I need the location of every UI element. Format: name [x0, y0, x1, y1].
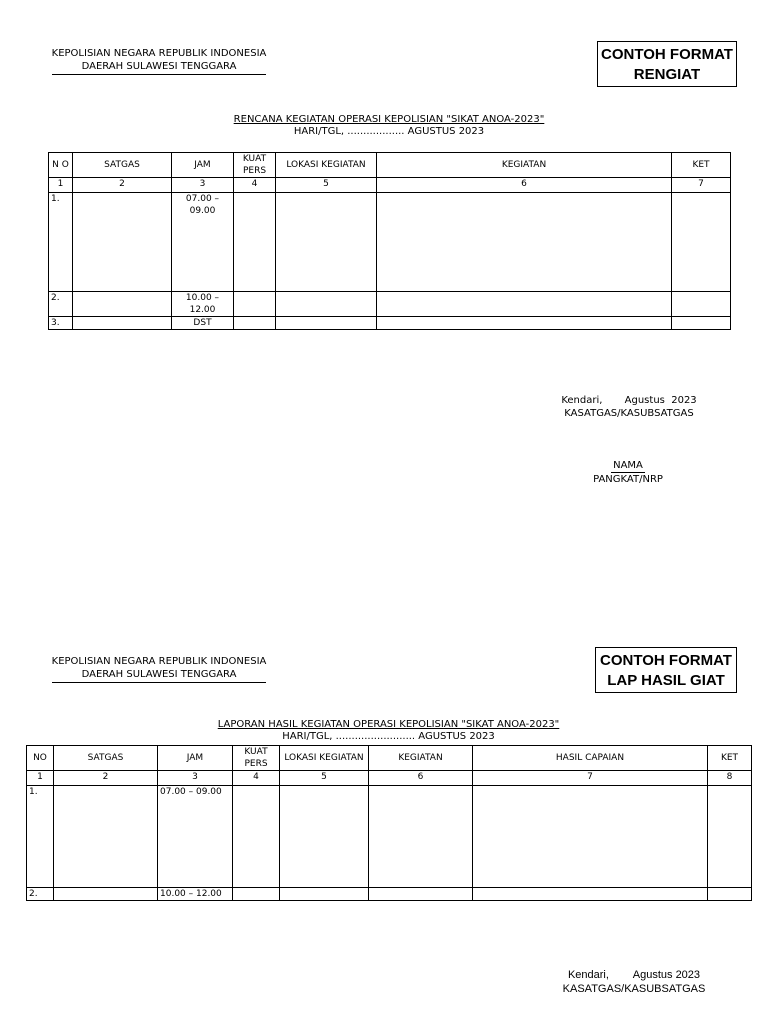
cell-kegiatan	[377, 193, 672, 292]
sign-role: KASATGAS/KASUBSATGAS	[562, 983, 706, 995]
document-title-2	[26, 719, 751, 743]
col-header-lokasi: LOKASI KEGIATAN	[280, 746, 369, 771]
column-number-row	[49, 178, 731, 193]
col-header-no: NO	[27, 746, 54, 771]
cell-satgas	[73, 292, 172, 317]
col-number: 6	[369, 771, 473, 786]
col-number: 2	[54, 771, 158, 786]
col-number: 3	[158, 771, 233, 786]
cell-lokasi	[280, 786, 369, 888]
column-number-row	[27, 771, 752, 786]
signature-name-block	[578, 459, 678, 486]
cell-hasil-capaian	[473, 888, 708, 901]
format-box-line1: CONTOH FORMAT	[601, 46, 733, 63]
cell-no: 1.	[49, 193, 73, 292]
cell-kuat-pers	[234, 317, 276, 330]
cell-kegiatan	[377, 317, 672, 330]
title-laporan: LAPORAN HASIL KEGIATAN OPERASI KEPOLISIAN "SIKAT ANOA-2023"	[217, 719, 560, 730]
lap-hasil-table	[26, 745, 752, 901]
cell-kuat-pers	[234, 292, 276, 317]
org-line1: KEPOLISIAN NEGARA REPUBLIK INDONESIA	[51, 656, 267, 667]
document-title-1	[48, 114, 730, 138]
col-number: 4	[233, 771, 280, 786]
sign-place-date: Kendari, Agustus 2023	[567, 969, 701, 981]
col-number: 1	[27, 771, 54, 786]
cell-lokasi	[276, 193, 377, 292]
col-header-kegiatan: KEGIATAN	[369, 746, 473, 771]
table-row	[27, 786, 752, 888]
subtitle-date-1: HARI/TGL, .................. AGUSTUS 2023	[293, 126, 485, 137]
org-header-1	[40, 47, 278, 75]
col-number: 7	[473, 771, 708, 786]
cell-jam: 10.00 – 12.00	[172, 292, 234, 317]
cell-lokasi	[280, 888, 369, 901]
col-header-lokasi: LOKASI KEGIATAN	[276, 153, 377, 178]
format-box-line2: RENGIAT	[633, 66, 701, 83]
table-row	[49, 317, 731, 330]
signature-block-2	[553, 968, 715, 996]
cell-jam: 07.00 – 09.00	[172, 193, 234, 292]
cell-jam: 10.00 – 12.00	[158, 888, 233, 901]
sign-role: KASATGAS/KASUBSATGAS	[564, 408, 694, 419]
col-number: 6	[377, 178, 672, 193]
col-header-kegiatan: KEGIATAN	[377, 153, 672, 178]
signature-block-1	[548, 394, 710, 420]
sign-place-date: Kendari, Agustus 2023	[561, 395, 697, 406]
cell-kegiatan	[369, 888, 473, 901]
table-row	[27, 888, 752, 901]
cell-ket	[708, 786, 752, 888]
col-number: 4	[234, 178, 276, 193]
cell-kuat-pers	[233, 888, 280, 901]
col-number: 5	[280, 771, 369, 786]
sign-rank: PANGKAT/NRP	[593, 474, 663, 485]
subtitle-date-2: HARI/TGL, ......................... AGUSTUS 2023	[282, 731, 495, 742]
org-line2: DAERAH SULAWESI TENGGARA	[52, 668, 267, 683]
cell-lokasi	[276, 317, 377, 330]
cell-no: 2.	[49, 292, 73, 317]
format-box-rengiat	[597, 41, 737, 87]
format-box-lap-hasil	[595, 647, 737, 693]
col-header-satgas: SATGAS	[73, 153, 172, 178]
cell-lokasi	[276, 292, 377, 317]
cell-satgas	[54, 786, 158, 888]
col-header-ket: KET	[708, 746, 752, 771]
table-header-row	[27, 746, 752, 771]
col-number: 7	[672, 178, 731, 193]
cell-ket	[672, 317, 731, 330]
cell-kuat-pers	[234, 193, 276, 292]
col-number: 8	[708, 771, 752, 786]
col-number: 2	[73, 178, 172, 193]
org-line1: KEPOLISIAN NEGARA REPUBLIK INDONESIA	[51, 48, 267, 59]
cell-no: 2.	[27, 888, 54, 901]
title-rencana: RENCANA KEGIATAN OPERASI KEPOLISIAN "SIKAT ANOA-2023"	[233, 114, 545, 125]
col-number: 3	[172, 178, 234, 193]
col-header-satgas: SATGAS	[54, 746, 158, 771]
col-header-kuat-pers: KUAT PERS	[233, 746, 280, 771]
org-line2: DAERAH SULAWESI TENGGARA	[52, 60, 267, 75]
cell-no: 1.	[27, 786, 54, 888]
col-header-kuat-pers: KUAT PERS	[234, 153, 276, 178]
cell-ket	[672, 193, 731, 292]
table-header-row	[49, 153, 731, 178]
col-header-no: N O	[49, 153, 73, 178]
cell-satgas	[73, 317, 172, 330]
col-header-jam: JAM	[158, 746, 233, 771]
col-number: 5	[276, 178, 377, 193]
cell-no: 3.	[49, 317, 73, 330]
col-header-jam: JAM	[172, 153, 234, 178]
cell-kegiatan	[369, 786, 473, 888]
cell-jam: DST	[172, 317, 234, 330]
col-header-hasil-capaian: HASIL CAPAIAN	[473, 746, 708, 771]
cell-ket	[672, 292, 731, 317]
cell-hasil-capaian	[473, 786, 708, 888]
table-row	[49, 292, 731, 317]
cell-satgas	[54, 888, 158, 901]
cell-satgas	[73, 193, 172, 292]
sign-name: NAMA	[613, 460, 643, 471]
cell-kegiatan	[377, 292, 672, 317]
col-header-ket: KET	[672, 153, 731, 178]
table-row	[49, 193, 731, 292]
rengiat-table	[48, 152, 731, 330]
cell-jam: 07.00 – 09.00	[158, 786, 233, 888]
org-header-2	[40, 655, 278, 683]
cell-kuat-pers	[233, 786, 280, 888]
col-number: 1	[49, 178, 73, 193]
cell-ket	[708, 888, 752, 901]
format-box-line2: LAP HASIL GIAT	[607, 672, 725, 689]
format-box-line1: CONTOH FORMAT	[600, 652, 732, 669]
